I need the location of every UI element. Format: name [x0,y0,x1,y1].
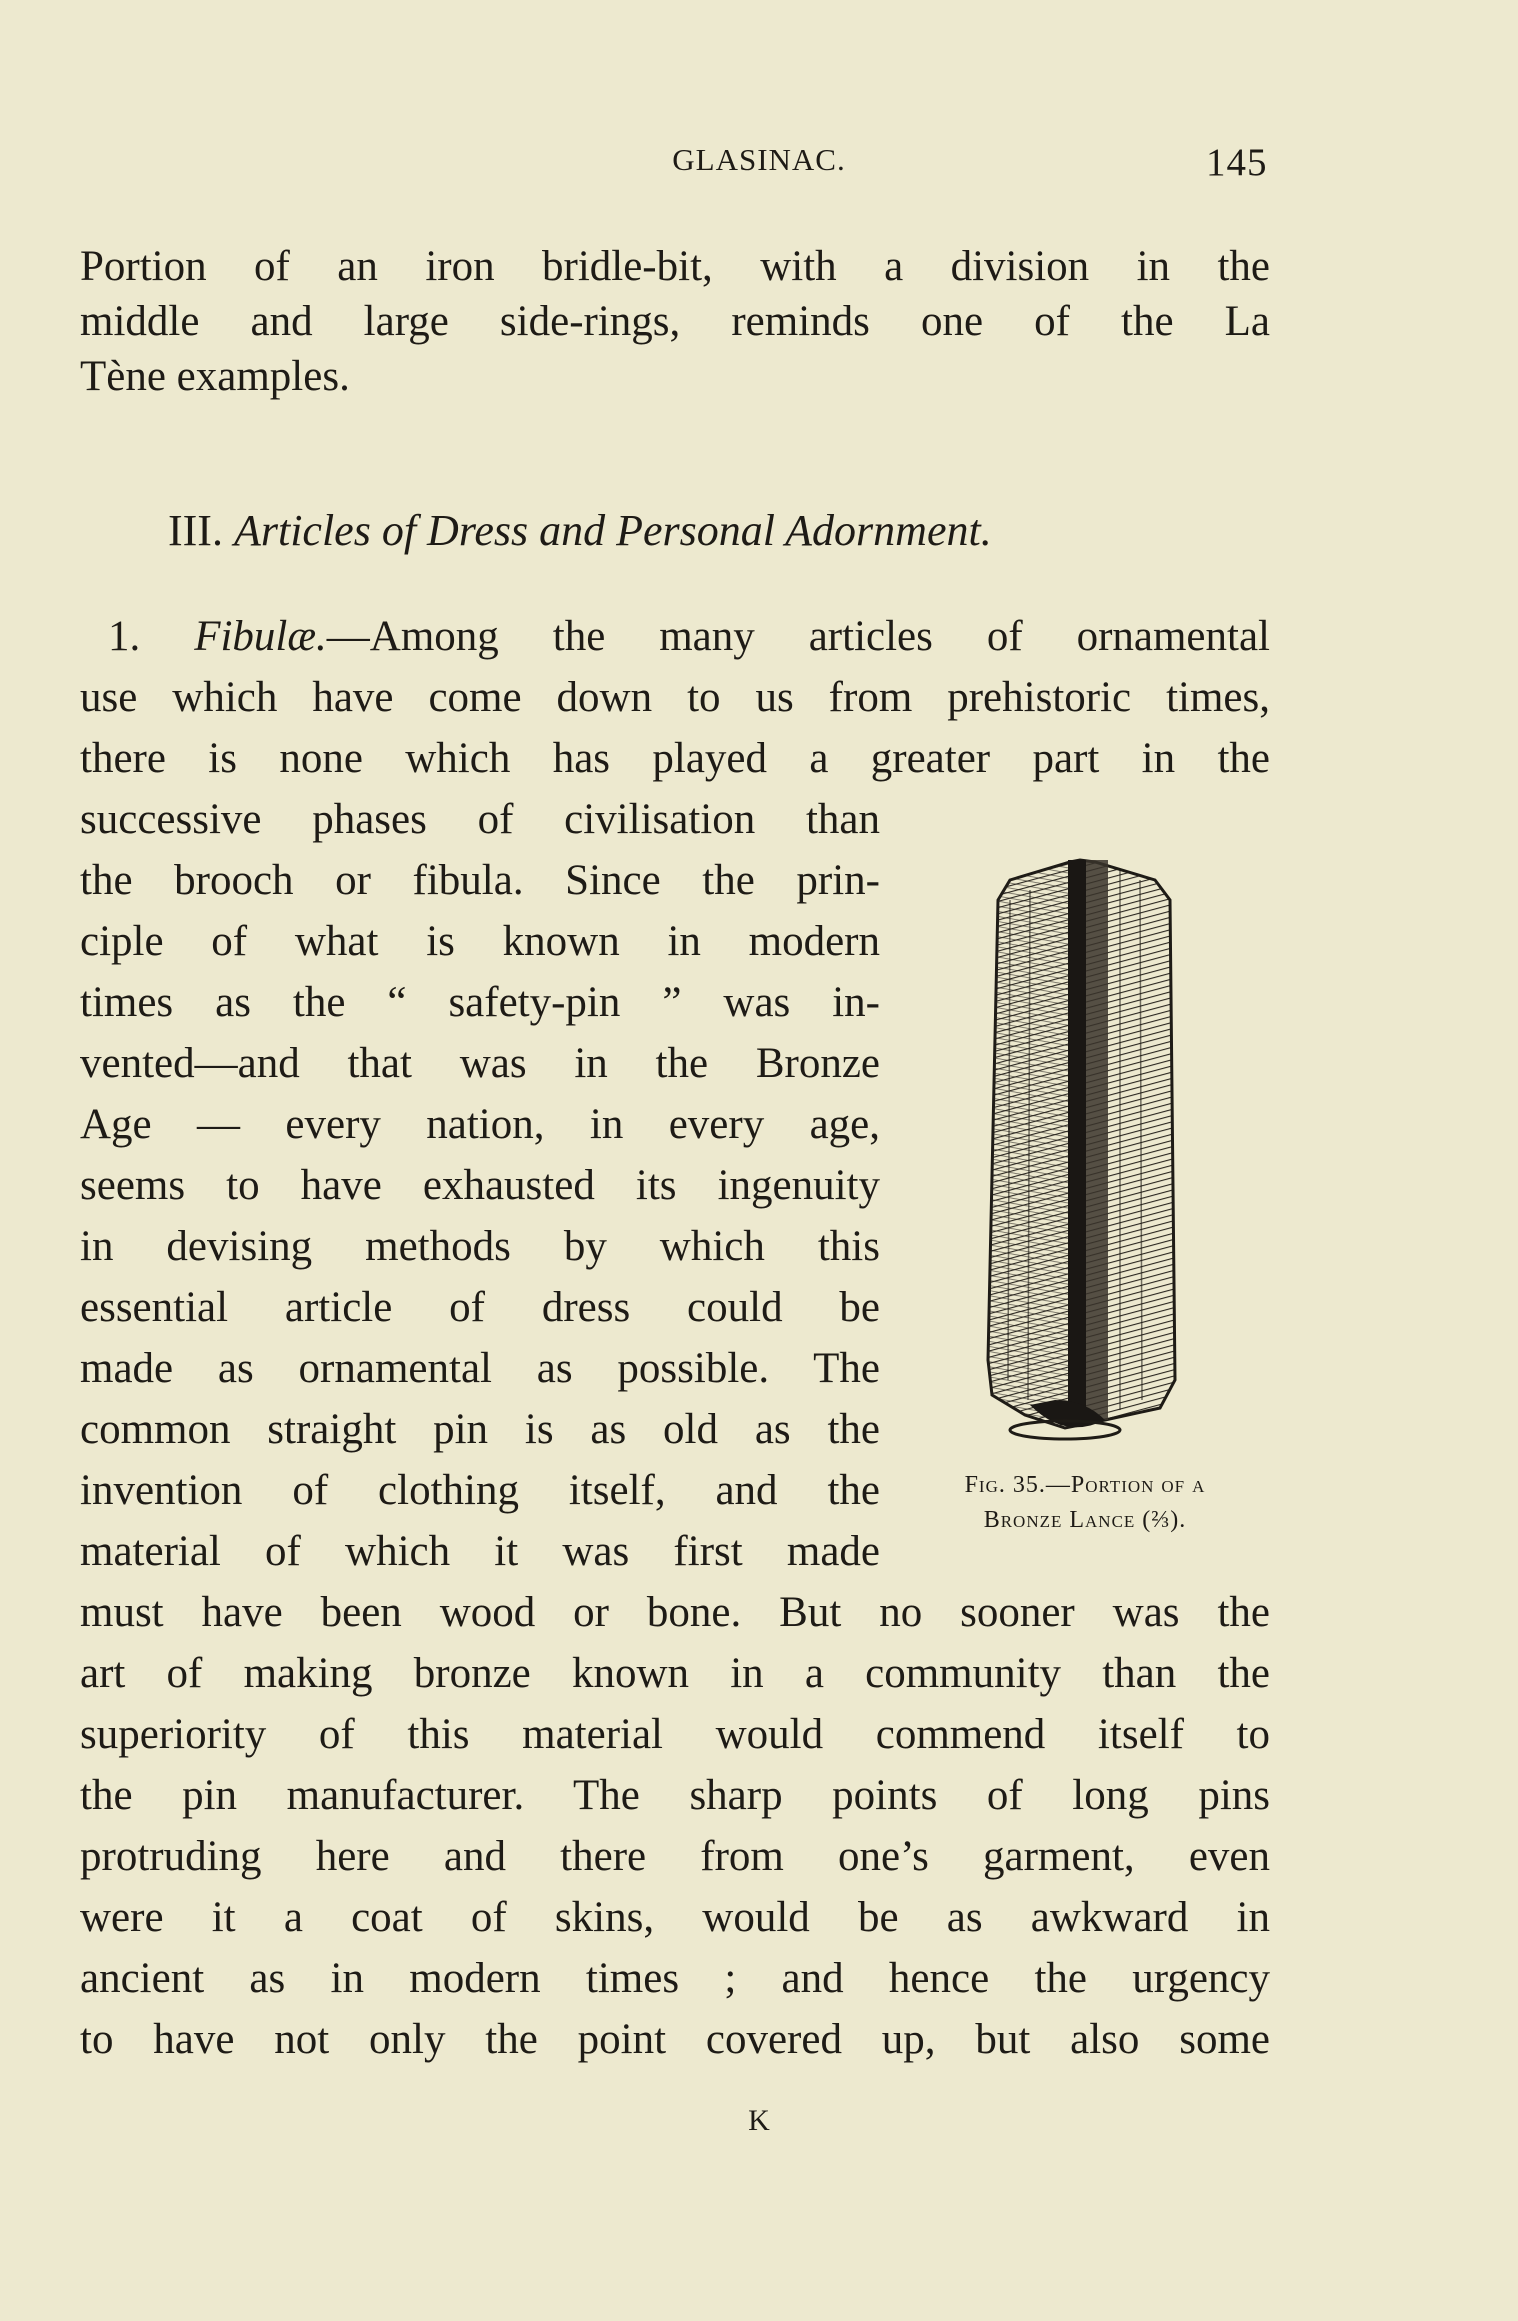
section-title: Articles of Dress and Personal Adornment. [233,506,992,555]
text-line: were it a coat of skins, would be as awkward in [80,1894,1270,1941]
text-line: Age — every nation, in every age, [80,1101,880,1148]
text-line: the brooch or fibula. Since the prin- [80,857,880,904]
running-title: GLASINAC. [672,142,846,177]
text-line: use which have come down to us from prehistoric times, [80,674,1270,721]
bronze-lance-illustration [970,840,1195,1450]
text-line: common straight pin is as old as the [80,1406,880,1453]
text-line: art of making bronze known in a community than the [80,1650,1270,1697]
text-line: ancient as in modern times ; and hence the urgency [80,1955,1270,2002]
text-line: Tène examples. [80,353,350,400]
text-line: must have been wood or bone. But no sooner was the [80,1589,1270,1636]
item-term: Fibulæ. [194,613,327,660]
text-line: ciple of what is known in modern [80,918,880,965]
text-line: seems to have exhausted its ingenuity [80,1162,880,1209]
paragraph-first-line [108,615,1270,658]
text-line: the pin manufacturer. The sharp points of long pins [80,1772,1270,1819]
text-line: essential article of dress could be [80,1284,880,1331]
text-line: vented—and that was in the Bronze [80,1040,880,1087]
text-line: made as ornamental as possible. The [80,1345,880,1392]
first-line-text: —Among the many articles of ornamental [326,613,1270,660]
figure-caption-line2: Bronze Lance (⅔). [983,1507,1187,1533]
text-line: Portion of an iron bridle-bit, with a division in the [80,243,1270,290]
text-line: superiority of this material would commend itself to [80,1711,1270,1758]
text-line: protruding here and there from one’s garment, even [80,1833,1270,1880]
text-line: there is none which has played a greater part in the [80,735,1270,782]
signature-mark: K [748,2104,770,2137]
text-line: material of which it was first made [80,1528,880,1575]
text-line: times as the “ safety-pin ” was in- [80,979,880,1026]
text-line: invention of clothing itself, and the [80,1467,880,1514]
section-heading [168,505,992,556]
text-line: in devising methods by which this [80,1223,880,1270]
page-number: 145 [1206,141,1268,184]
text-line: to have not only the point covered up, but also some [80,2016,1270,2063]
item-number: 1. [108,613,141,660]
text-line: middle and large side-rings, reminds one of the La [80,298,1270,345]
section-numeral: III. [168,506,223,555]
text-line: successive phases of civilisation than [80,796,880,843]
figure-caption-line1: Fig. 35.—Portion of a [964,1472,1206,1498]
